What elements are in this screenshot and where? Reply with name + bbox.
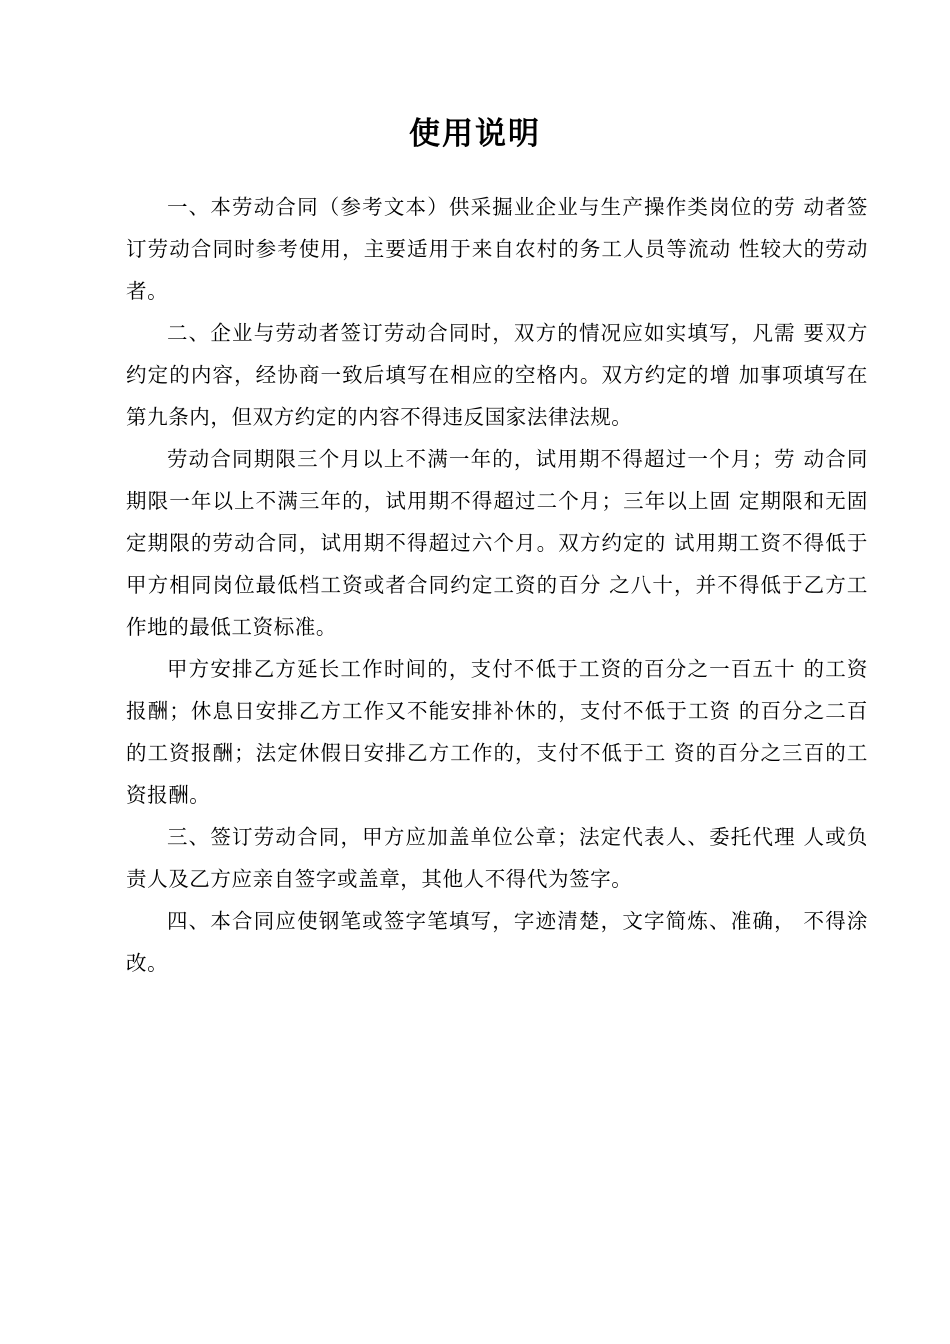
paragraph-3: 劳动合同期限三个月以上不满一年的，试用期不得超过一个月；劳 动合同期限一年以上不满三年的，试用期不得超过二个月；三年以上固 定期限和无固定期限的劳动合同，试用期不得超过六个月。双方约定的 试用期工资不得低于甲方相同岗位最低档工资或者合同约定工资的百分 之八十，并不得低于乙方工作地的最低工资标准。: [126, 447, 868, 639]
page-title: 使用说明: [409, 116, 541, 152]
paragraph-6: 四、本合同应使钢笔或签字笔填写，字迹清楚，文字简炼、准确， 不得涂改。: [126, 909, 868, 975]
paragraph-1: 一、本劳动合同（参考文本）供采掘业企业与生产操作类岗位的劳 动者签订劳动合同时参考使用，主要适用于来自农村的务工人员等流动 性较大的劳动者。: [126, 195, 868, 303]
paragraph-2: 二、企业与劳动者签订劳动合同时，双方的情况应如实填写，凡需 要双方约定的内容，经协商一致后填写在相应的空格内。双方约定的增 加事项填写在第九条内，但双方约定的内容不得违反国家法律法规。: [126, 321, 868, 429]
paragraph-5: 三、签订劳动合同，甲方应加盖单位公章；法定代表人、委托代理 人或负责人及乙方应亲自签字或盖章，其他人不得代为签字。: [126, 825, 868, 891]
paragraph-4: 甲方安排乙方延长工作时间的，支付不低于工资的百分之一百五十 的工资报酬；休息日安排乙方工作又不能安排补休的，支付不低于工资 的百分之二百的工资报酬；法定休假日安排乙方工作的，支付不低于工 资的百分之三百的工资报酬。: [126, 657, 868, 807]
document-body: [126, 186, 868, 984]
